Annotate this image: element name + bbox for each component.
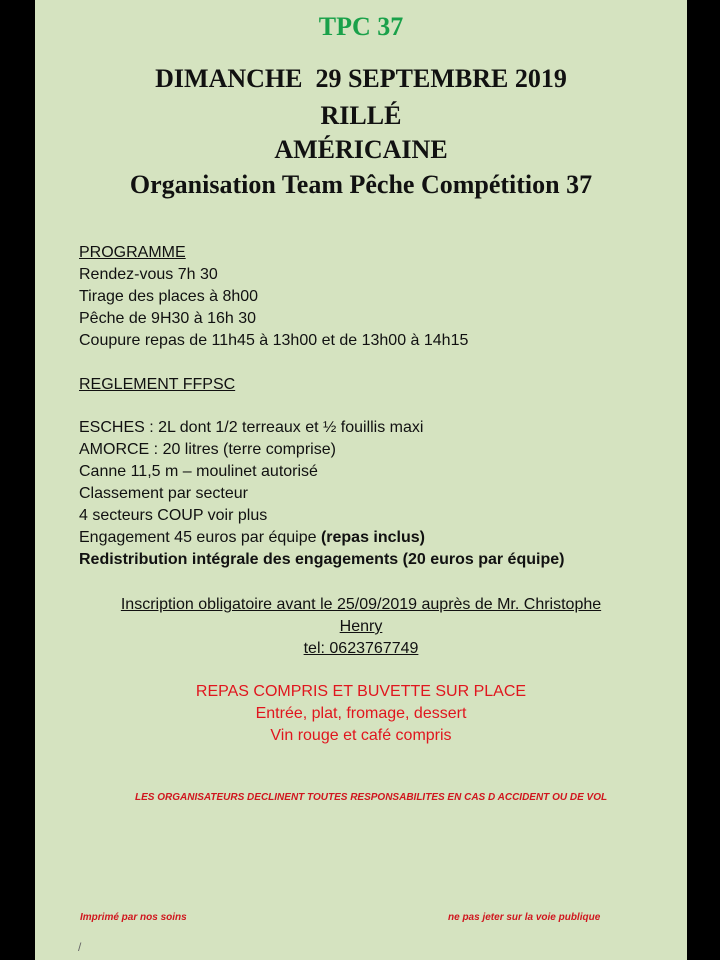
engagement-note: (repas inclus) xyxy=(320,529,425,546)
rule-item: Canne 11,5 m – moulinet autorisé xyxy=(79,463,318,480)
meal-title: REPAS COMPRIS ET BUVETTE SUR PLACE xyxy=(195,683,527,700)
programme-list xyxy=(79,264,468,352)
rule-item: ESCHES : 2L dont 1/2 terreaux et ½ fouillis maxi xyxy=(79,419,424,436)
programme-item: Coupure repas de 11h45 à 13h00 et de 13h00 à 14h15 xyxy=(79,332,469,349)
meal-menu: Entrée, plat, fromage, dessert xyxy=(255,705,467,722)
inscription-line: Inscription obligatoire avant le 25/09/2019 auprès de Mr. Christophe xyxy=(120,596,602,613)
meal-block xyxy=(35,681,687,747)
rule-item: 4 secteurs COUP voir plus xyxy=(79,507,268,524)
event-organiser: Organisation Team Pêche Compétition 37 xyxy=(129,170,593,199)
inscription-name: Henry xyxy=(339,618,383,635)
rule-item: Classement par secteur xyxy=(79,485,248,502)
engagement-text: Engagement 45 euros par équipe xyxy=(79,529,321,546)
redistribution-line: Redistribution intégrale des engagements (20 euros par équipe) xyxy=(79,551,565,568)
event-format: AMÉRICAINE xyxy=(274,135,448,164)
reglement-title: REGLEMENT FFPSC xyxy=(79,376,236,393)
footer-printed: Imprimé par nos soins xyxy=(80,912,187,923)
programme-title: PROGRAMME xyxy=(79,244,186,261)
footer-litter-notice: ne pas jeter sur la voie publique xyxy=(448,912,601,923)
reglement-list xyxy=(79,417,564,571)
programme-item: Pêche de 9H30 à 16h 30 xyxy=(79,310,257,327)
programme-item: Rendez-vous 7h 30 xyxy=(79,266,218,283)
event-place: RILLÉ xyxy=(320,101,402,130)
brand-title: TPC 37 xyxy=(318,12,404,41)
event-date: DIMANCHE 29 SEPTEMBRE 2019 xyxy=(155,64,567,93)
rule-item: AMORCE : 20 litres (terre comprise) xyxy=(79,441,336,458)
flyer-page xyxy=(35,0,687,960)
inscription-block xyxy=(35,594,687,660)
engagement-line xyxy=(79,527,564,549)
meal-drinks: Vin rouge et café compris xyxy=(270,727,452,744)
programme-item: Tirage des places à 8h00 xyxy=(79,288,259,305)
disclaimer-text: LES ORGANISATEURS DECLINENT TOUTES RESPONSABILITES EN CAS D ACCIDENT OU DE VOL xyxy=(135,792,608,803)
footer-mark: / xyxy=(78,940,82,954)
inscription-tel: tel: 0623767749 xyxy=(303,640,419,657)
